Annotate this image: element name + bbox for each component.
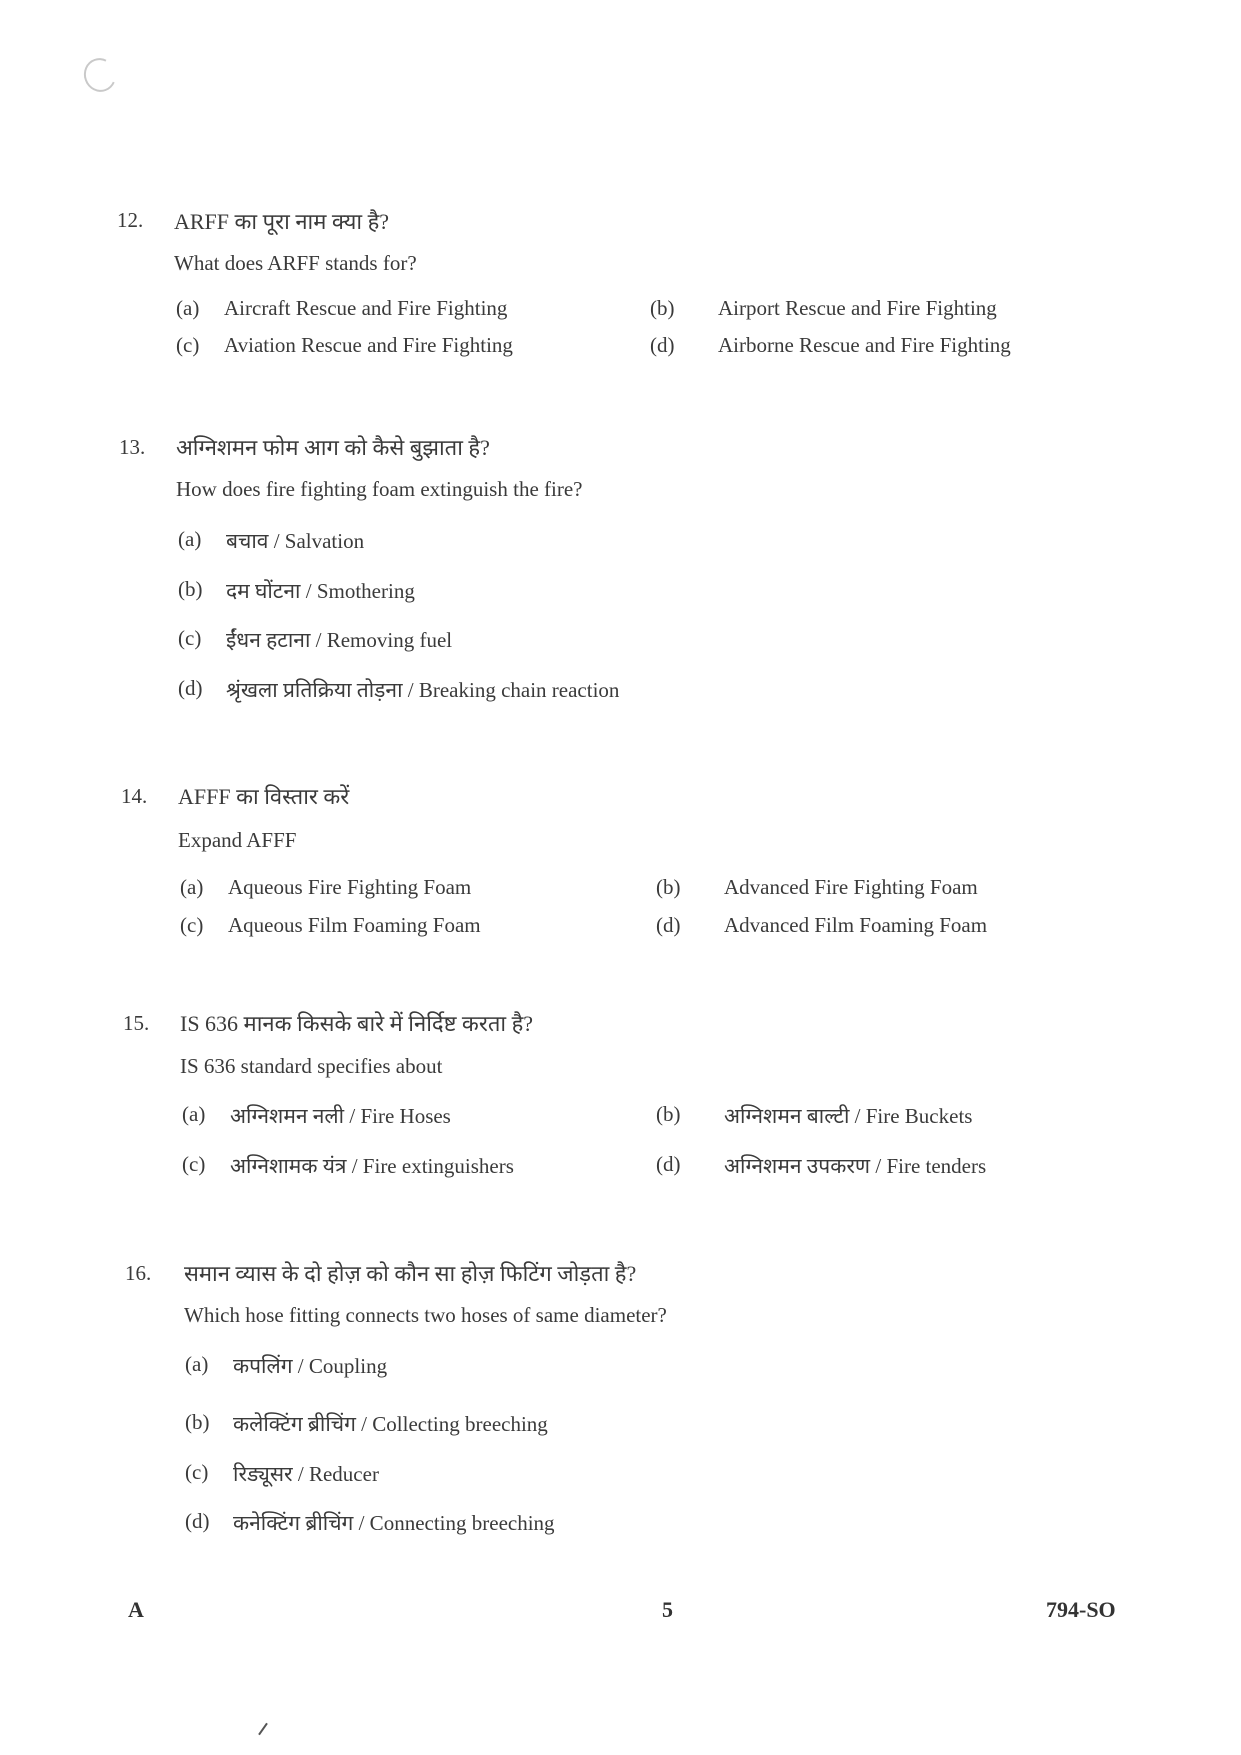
option-text: कलेक्टिंग ब्रीचिंग / Collecting breeching <box>233 1412 548 1436</box>
question-text-english: Which hose fitting connects two hoses of same diameter? <box>184 1303 667 1327</box>
option-letter: (d) <box>185 1509 210 1533</box>
option-text: Advanced Film Foaming Foam <box>724 913 988 937</box>
option-letter: (c) <box>178 626 202 650</box>
option-text: Airborne Rescue and Fire Fighting <box>718 333 1011 357</box>
page-number: 5 <box>662 1597 673 1622</box>
question-number: 14. <box>121 784 148 808</box>
pen-mark-artifact <box>258 1723 268 1736</box>
option-text: ईंधन हटाना / Removing fuel <box>226 628 453 652</box>
option-letter: (c) <box>176 333 200 357</box>
option-text: Aqueous Film Foaming Foam <box>228 913 481 937</box>
option-text: अग्निशमन उपकरण / Fire tenders <box>724 1154 987 1178</box>
question-text-hindi: समान व्यास के दो होज़ को कौन सा होज़ फिटिंग जोड़ता है? <box>184 1261 637 1286</box>
option-letter: (b) <box>656 875 681 899</box>
option-text: Aqueous Fire Fighting Foam <box>228 875 472 899</box>
option-text: कपलिंग / Coupling <box>233 1354 388 1378</box>
question-text-hindi: ARFF का पूरा नाम क्या है? <box>174 209 390 234</box>
option-text: Airport Rescue and Fire Fighting <box>718 296 997 320</box>
question-text-english: What does ARFF stands for? <box>174 251 417 275</box>
option-letter: (a) <box>180 875 204 899</box>
option-text: अग्निशामक यंत्र / Fire extinguishers <box>230 1154 514 1178</box>
option-text: कनेक्टिंग ब्रीचिंग / Connecting breeching <box>233 1511 555 1535</box>
option-letter: (c) <box>180 913 204 937</box>
option-text: दम घोंटना / Smothering <box>226 579 415 603</box>
option-text: रिड्यूसर / Reducer <box>233 1462 379 1486</box>
option-letter: (d) <box>656 913 681 937</box>
question-text-hindi: AFFF का विस्तार करें <box>178 784 350 809</box>
option-letter: (b) <box>178 577 203 601</box>
option-letter: (d) <box>178 676 203 700</box>
question-text-hindi: अग्निशमन फोम आग को कैसे बुझाता है? <box>176 435 490 460</box>
option-text: अग्निशमन नली / Fire Hoses <box>230 1104 451 1128</box>
option-letter: (a) <box>185 1352 209 1376</box>
option-letter: (a) <box>176 296 200 320</box>
question-number: 13. <box>119 435 146 459</box>
question-text-hindi: IS 636 मानक किसके बारे में निर्दिष्ट करता है? <box>180 1011 534 1036</box>
question-number: 12. <box>117 208 144 232</box>
option-letter: (b) <box>656 1102 681 1126</box>
question-number: 16. <box>125 1261 152 1285</box>
option-letter: (b) <box>650 296 675 320</box>
option-text: Advanced Fire Fighting Foam <box>724 875 978 899</box>
option-letter: (c) <box>185 1460 209 1484</box>
option-letter: (a) <box>182 1102 206 1126</box>
question-text-english: How does fire fighting foam extinguish the fire? <box>176 477 583 501</box>
option-letter: (c) <box>182 1152 206 1176</box>
option-text: Aviation Rescue and Fire Fighting <box>224 333 513 357</box>
question-text-english: IS 636 standard specifies about <box>180 1054 443 1078</box>
option-letter: (d) <box>656 1152 681 1176</box>
option-letter: (d) <box>650 333 675 357</box>
option-text: श्रृंखला प्रतिक्रिया तोड़ना / Breaking chain reaction <box>226 678 620 702</box>
series-code: A <box>128 1597 144 1622</box>
option-text: अग्निशमन बाल्टी / Fire Buckets <box>724 1104 973 1128</box>
scan-artifact-circle <box>79 54 121 97</box>
question-text-english: Expand AFFF <box>178 828 297 852</box>
option-text: बचाव / Salvation <box>226 529 365 553</box>
option-letter: (b) <box>185 1410 210 1434</box>
paper-code: 794-SO <box>1046 1597 1116 1622</box>
option-text: Aircraft Rescue and Fire Fighting <box>224 296 508 320</box>
question-number: 15. <box>123 1011 150 1035</box>
option-letter: (a) <box>178 527 202 551</box>
